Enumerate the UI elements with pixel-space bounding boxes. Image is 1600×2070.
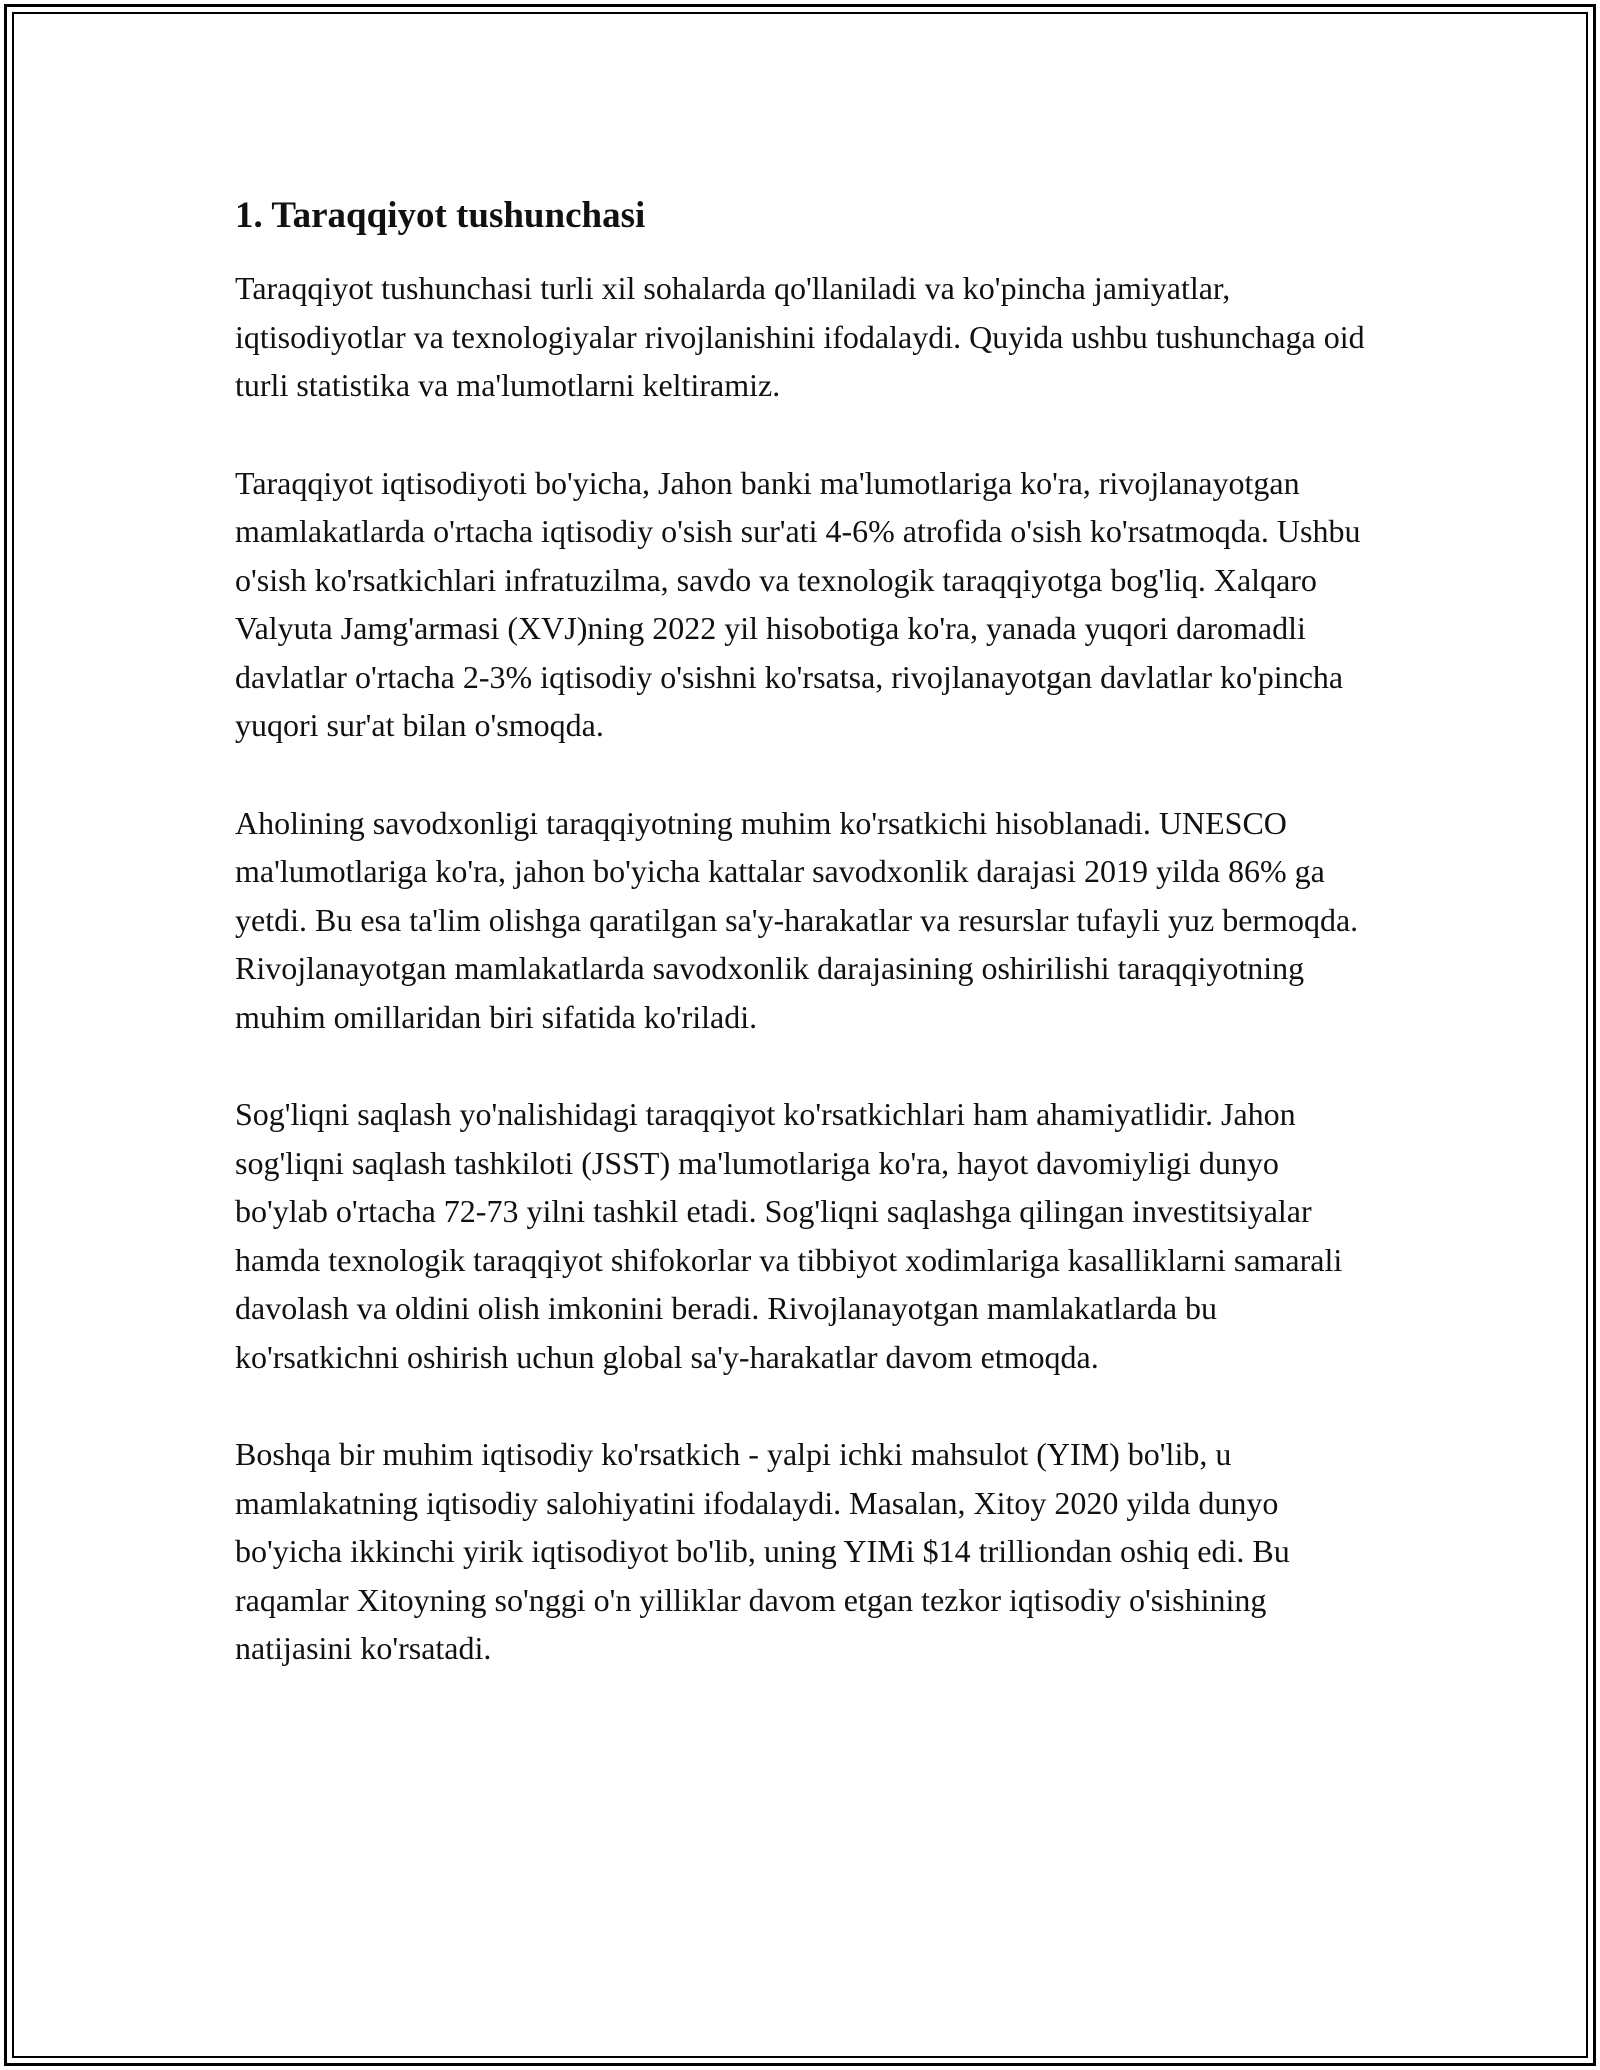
section-heading: 1. Taraqqiyot tushunchasi: [235, 195, 646, 236]
paragraph-intro: Taraqqiyot tushunchasi turli xil sohalarda qo'llaniladi va ko'pincha jamiyatlar, iqtisodiyotlar va texnologiyalar rivojlanishini ifodalaydi. Quyida ushbu tushunchaga oid turli statistika va ma'lumotlarni keltiramiz.: [235, 270, 1365, 403]
document-body: [235, 188, 1370, 1722]
paragraph-healthcare: Sog'liqni saqlash yo'nalishidagi taraqqiyot ko'rsatkichlari ham ahamiyatlidir. Jahon sog'liqni saqlash tashkiloti (JSST) ma'lumotlariga ko'ra, hayot davomiyligi dunyo bo'ylab o'rtacha 72-73 yilni tashkil etadi. Sog'liqni saqlashga qilingan investitsiyalar hamda texnologik taraqqiyot shifokorlar va tibbiyot xodimlariga kasalliklarni samarali davolash va oldini olish imkonini beradi. Rivojlanayotgan mamlakatlarda bu ko'rsatkichni oshirish uchun global sa'y-harakatlar davom etmoqda.: [235, 1096, 1343, 1375]
paragraph-economic-growth: Taraqqiyot iqtisodiyoti bo'yicha, Jahon banki ma'lumotlariga ko'ra, rivojlanayotgan mamlakatlarda o'rtacha iqtisodiy o'sish sur'ati 4-6% atrofida o'sish ko'rsatmoqda. Ushbu o'sish ko'rsatkichlari infratuzilma, savdo va texnologik taraqqiyotga bog'liq. Xalqaro Valyuta Jamg'armasi (XVJ)ning 2022 yil hisobotiga ko'ra, yanada yuqori daromadli davlatlar o'rtacha 2-3% iqtisodiy o'sishni ko'rsatsa, rivojlanayotgan davlatlar ko'pincha yuqori sur'at bilan o'smoqda.: [235, 464, 1361, 743]
paragraph-gdp: Boshqa bir muhim iqtisodiy ko'rsatkich - yalpi ichki mahsulot (YIM) bo'lib, u mamlakatning iqtisodiy salohiyatini ifodalaydi. Masalan, Xitoy 2020 yilda dunyo bo'yicha ikkinchi yirik iqtisodiyot bo'lib, uning YIMi $14 trilliondan oshiq edi. Bu raqamlar Xitoyning so'nggi o'n yilliklar davom etgan tezkor iqtisodiy o'sishining natijasini ko'rsatadi.: [235, 1436, 1290, 1666]
paragraph-literacy: Aholining savodxonligi taraqqiyotning muhim ko'rsatkichi hisoblanadi. UNESCO ma'lumotlariga ko'ra, jahon bo'yicha kattalar savodxonlik darajasi 2019 yilda 86% ga yetdi. Bu esa ta'lim olishga qaratilgan sa'y-harakatlar va resurslar tufayli yuz bermoqda. Rivojlanayotgan mamlakatlarda savodxonlik darajasining oshirilishi taraqqiyotning muhim omillaridan biri sifatida ko'riladi.: [235, 804, 1359, 1035]
